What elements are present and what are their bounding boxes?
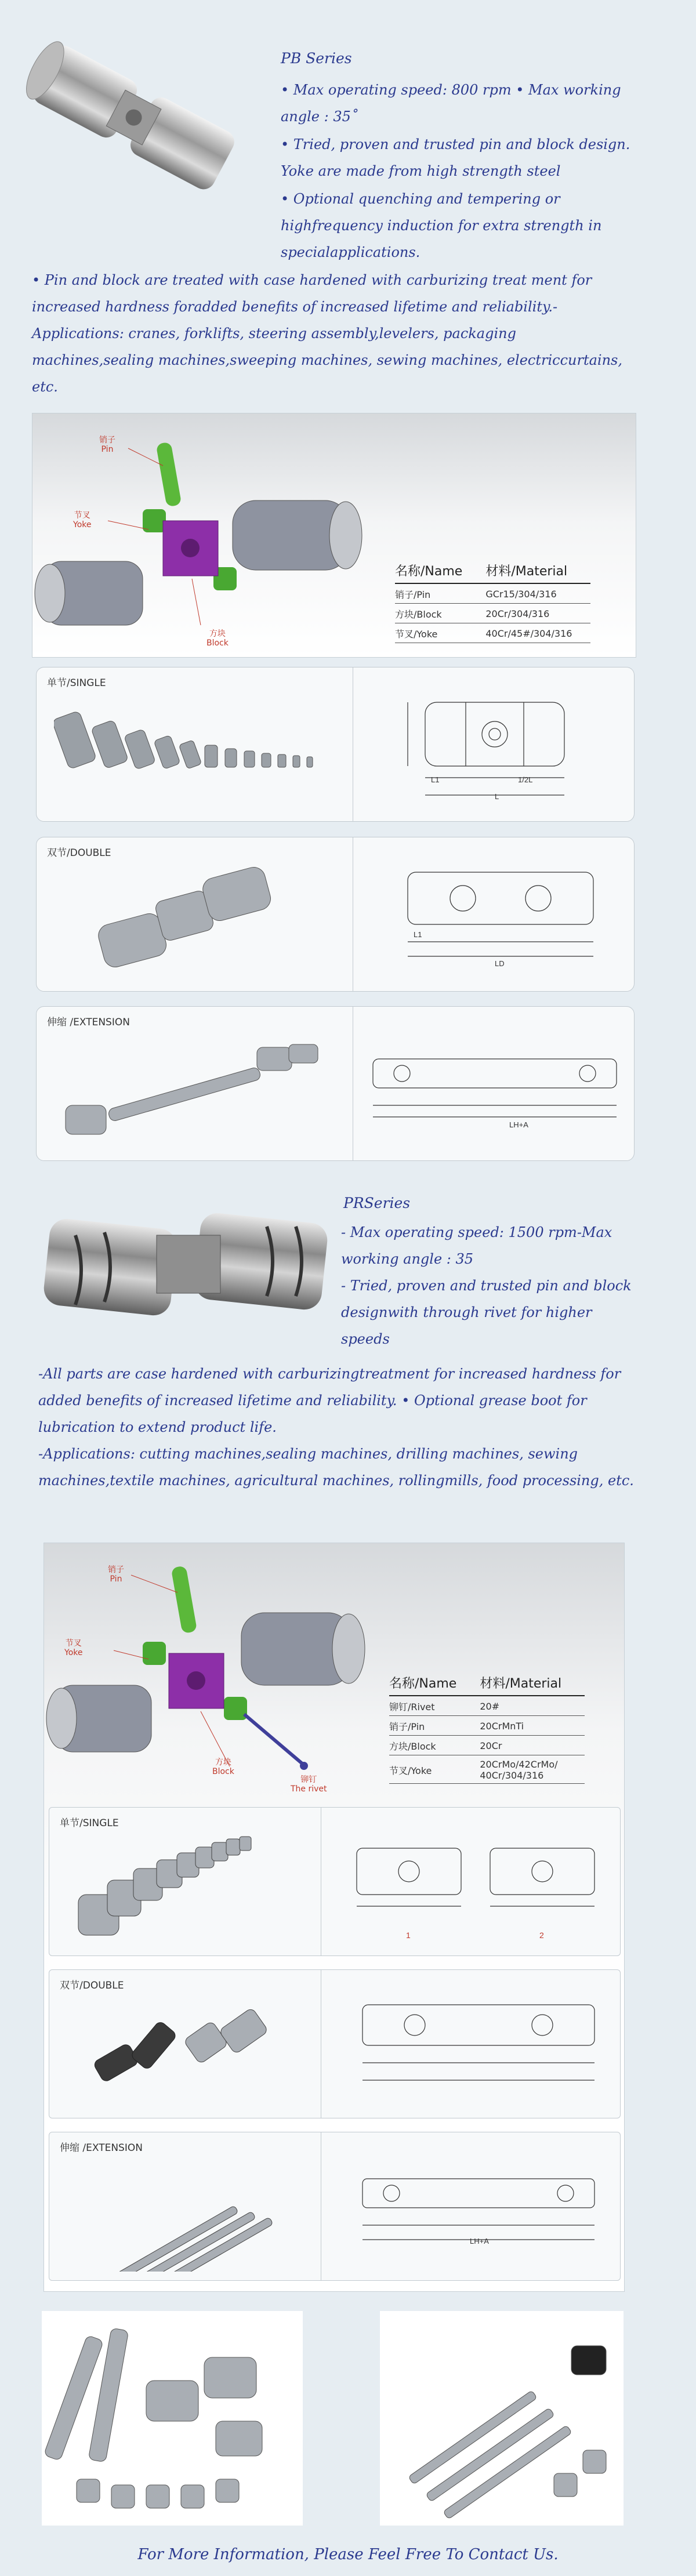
pr-double-box: [49, 1969, 621, 2118]
pb-materials-table: [395, 561, 590, 643]
pr-single-photo: [72, 1831, 316, 1947]
pb-extension-photo: [60, 1030, 338, 1146]
pb-double-box: [36, 837, 635, 992]
pr-double-label: 双节/DOUBLE: [60, 1980, 124, 1991]
pb-callout-yoke: 节叉 Yoke: [73, 511, 92, 529]
pr-feature-design: - Tried, proven and trusted pin and block designwith through rivet for higher speeds: [341, 1278, 632, 1347]
materials-header-material: 材料/Material: [485, 561, 590, 583]
table-row: 节叉/Yoke 20CrMo/42CrMo/ 40Cr/304/316: [389, 1755, 585, 1784]
pr-single-label: 单节/SINGLE: [60, 1817, 119, 1829]
pb-feature-speed: • Max operating speed: 800 rpm • Max working angle : 35˚: [281, 82, 621, 125]
pr-single-drawing: [345, 1831, 612, 1929]
pr-title: PRSeries: [343, 1195, 411, 1211]
pb-exploded-panel: [32, 413, 636, 658]
pr-feature-speed: - Max operating speed: 1500 rpm-Max working angle : 35: [341, 1224, 612, 1267]
pr-single-fig-2: 2: [539, 1931, 544, 1940]
dim-lha: LH+A: [509, 1120, 528, 1129]
product-photo-assortment-right: [380, 2311, 624, 2526]
pb-single-drawing: [385, 685, 617, 807]
pr-exploded-drawing: [44, 1543, 369, 1810]
pr-materials-table: [389, 1674, 585, 1784]
dim-l: L: [495, 792, 499, 801]
pb-double-label: 双节/DOUBLE: [47, 847, 111, 859]
pr-double-photo: [84, 1993, 293, 2109]
pb-feature-hardening: • Pin and block are treated with case hardened with carburizing treat ment for increased hardness foradded benefits of increased lifetime and reliability.-Applications: cranes, forklifts, steering assembly,levelers, packaging machines,sealing machines,sweeping machines, sewing machines, electriccurtains, etc.: [32, 272, 622, 395]
pb-double-photo: [89, 855, 286, 982]
pr-feature-applications: -Applications: cutting machines,sealing machines, drilling machines, sewing machines,textile machines, agricultural machines, rollingmills, food processing, etc.: [38, 1446, 634, 1489]
pr-feature-hardening: -All parts are case hardened with carburizingtreatment for increased hardness for added benefits of increased lifetime and reliability. • Optional grease boot for lubrication to extend product life.: [38, 1366, 621, 1435]
pr-callout-pin: 销子 Pin: [108, 1565, 124, 1584]
pb-extension-drawing: [361, 1036, 628, 1129]
pr-extension-photo: [84, 2156, 304, 2272]
dim-l1: L1: [431, 775, 440, 784]
dim-l1: L1: [414, 930, 422, 939]
pb-feature-quenching: • Optional quenching and tempering or highfrequency induction for extra strength in specialapplications.: [281, 191, 602, 260]
table-row: 销子/Pin 20CrMnTi: [389, 1716, 585, 1736]
pb-extension-box: [36, 1006, 635, 1161]
materials-header-name: 名称/Name: [389, 1674, 480, 1696]
dim-lha: LH+A: [470, 2237, 489, 2245]
pb-exploded-drawing: [32, 413, 380, 657]
pb-title: PB Series: [281, 50, 352, 67]
pr-callout-rivet: 铆钉 The rivet: [291, 1775, 327, 1794]
pr-double-drawing: [351, 1987, 606, 2103]
pb-callout-pin: 销子 Pin: [99, 436, 115, 454]
table-row: 方块/Block 20Cr/304/316: [395, 604, 590, 623]
pr-single-box: [49, 1807, 621, 1956]
pb-single-label: 单节/SINGLE: [47, 677, 106, 689]
table-row: 铆钉/Rivet 20#: [389, 1696, 585, 1716]
pb-feature-design: • Tried, proven and trusted pin and block design. Yoke are made from high strength steel: [281, 136, 630, 179]
pb-hero-image: [26, 23, 246, 215]
pr-extension-box: [49, 2132, 621, 2281]
materials-header-name: 名称/Name: [395, 561, 485, 583]
pr-single-fig-1: 1: [406, 1931, 411, 1940]
pr-exploded-panel: [44, 1543, 625, 2292]
pb-extension-label: 伸缩 /EXTENSION: [47, 1017, 130, 1028]
contact-footer: For More Information, Please Feel Free To Contact Us.: [137, 2546, 559, 2563]
pb-single-box: [36, 667, 635, 822]
dim-ld: LD: [495, 959, 505, 968]
pr-extension-label: 伸缩 /EXTENSION: [60, 2142, 143, 2154]
product-photo-assortment-left: [42, 2311, 303, 2526]
pr-hero-image: [41, 1200, 331, 1334]
table-row: 销子/Pin GCr15/304/316: [395, 583, 590, 604]
dim-half-l: 1/2L: [518, 775, 533, 784]
materials-header-material: 材料/Material: [480, 1674, 585, 1696]
pr-callout-yoke: 节叉 Yoke: [64, 1639, 83, 1657]
pb-callout-block: 方块 Block: [206, 629, 229, 648]
pr-callout-block: 方块 Block: [212, 1758, 234, 1776]
table-row: 方块/Block 20Cr: [389, 1736, 585, 1755]
pb-single-photo: [54, 702, 344, 807]
pb-double-drawing: [385, 855, 617, 977]
table-row: 节叉/Yoke 40Cr/45#/304/316: [395, 623, 590, 643]
